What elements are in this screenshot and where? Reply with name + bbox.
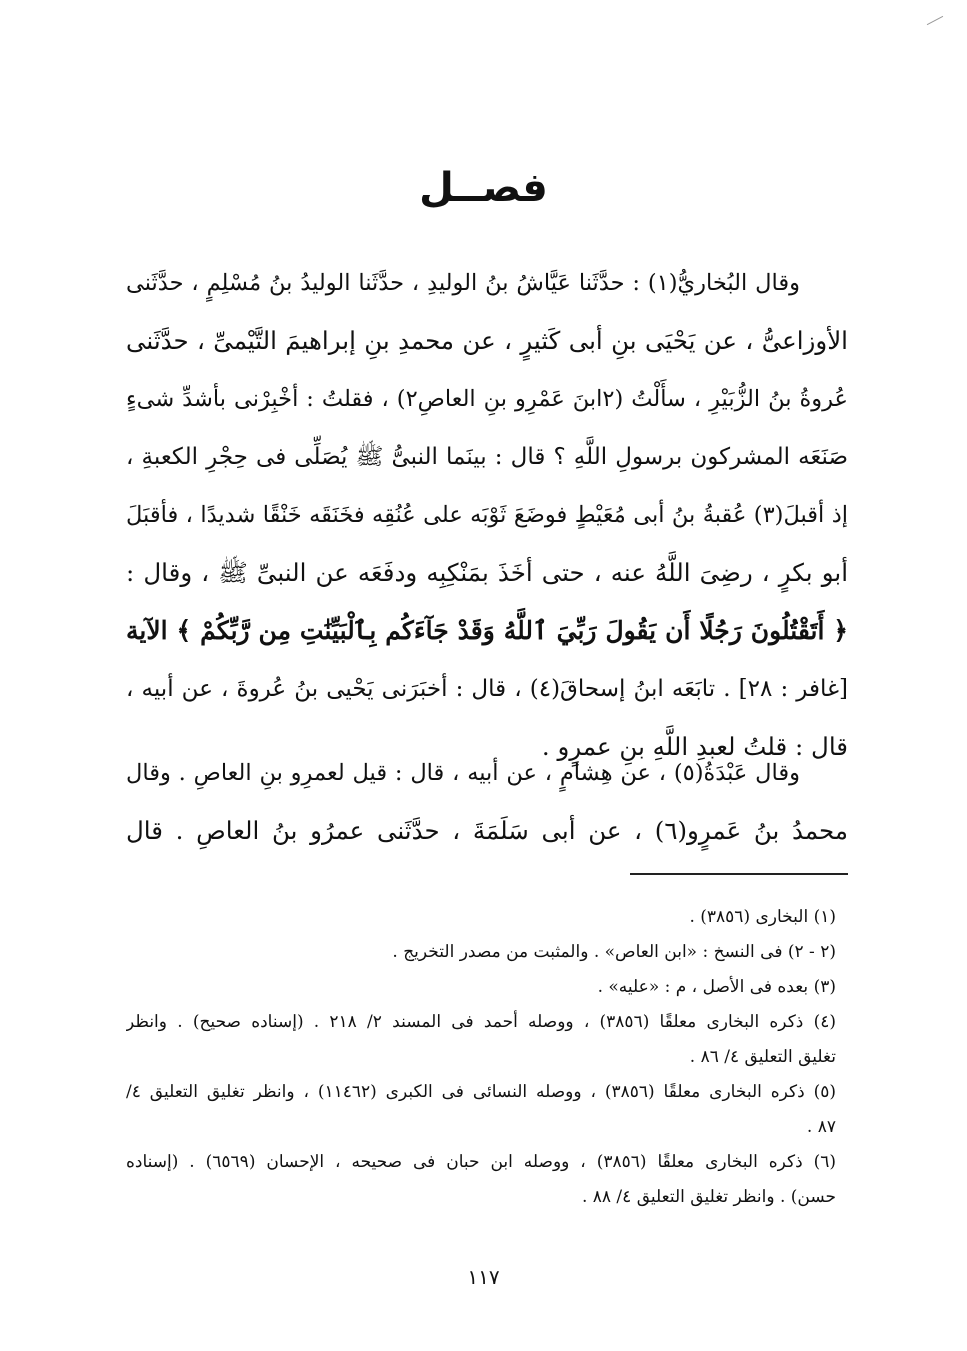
body-line: [غافر : ٢٨] . تابَعَه ابنُ إسحاقَ(٤) ، قال : أخبَرَنى يَحْيى بنُ عُروةَ ، عن أبيه ، [126, 676, 848, 702]
footnote-line: (١) البخارى (٣٨٥٦) . [689, 907, 836, 927]
footnote-1 [126, 900, 836, 935]
paragraph-2 [126, 744, 848, 860]
footnote-4 [126, 1005, 836, 1075]
footnote-5 [126, 1075, 836, 1145]
section-heading: فصــل [419, 165, 548, 211]
footnotes [126, 900, 836, 1215]
scan-mark [927, 16, 943, 25]
body-line: عُروةُ بنُ الزُّبَيْرِ ، سأَلْتُ (٢ابنَ عَمْرِو بنِ العاصِ٢) ، فقلتُ : أخْبِرْنى بأشدِّ شىءٍ [126, 386, 848, 412]
body-line: قال : قلتُ لعبدِ اللَّهِ بنِ عمرٍو . [541, 732, 848, 761]
footnote-line: (٦) ذكره البخارى معلقًا (٣٨٥٦) ، ووصله ابن حبان فى صحيحه ، الإحسان (٦٥٦٩) . (إسناده [126, 1152, 836, 1172]
footnote-3 [126, 970, 836, 1005]
footnote-line: (٢ - ٢) فى النسخ : «ابن العاص» . والمثبت من مصدر التخريج . [392, 942, 836, 962]
body-line: محمدُ بنُ عَمرٍو(٦) ، عن أبى سَلَمَةَ ، حدَّثَنى عمرُو بنُ العاصِ . قال [126, 816, 848, 845]
footnote-line: (٤) ذكره البخارى معلقًا (٣٨٥٦) ، ووصله أحمد فى المسند ٢/ ٢١٨ . (إسناده صحيح) . وانظر [126, 1012, 836, 1032]
page-number: ١١٧ [467, 1265, 500, 1289]
footnote-6 [126, 1145, 836, 1215]
body-line: وقال البُخاريُّ(١) : حدَّثَنا عَيَّاشُ بنُ الوليدِ ، حدَّثَنا الوليدُ بنُ مُسْلِمٍ ، حدَّثَنى [126, 270, 801, 296]
footnote-separator [630, 873, 848, 875]
footnote-line: حسن) . وانظر تغليق التعليق ٤/ ٨٨ . [581, 1187, 836, 1207]
body-line: إذ أقبلَ(٣) عُقبةُ بنُ أبى مُعَيْطٍ فوضَعَ ثَوْبَه على عُنُقِه فخَنَقَه خَنْقًا شديدًا ، فأقبَلَ [126, 502, 848, 528]
footnote-line: ٨٧ . [806, 1117, 836, 1137]
body-line: صَنَعَه المشركون برسولِ اللَّهِ ؟ قال : بينَما النبىُّ ﷺ يُصَلِّى فى حِجْرِ الكعبةِ ، [126, 444, 848, 470]
body-line: الأوزاعىُّ ، عن يَحْيَى بنِ أبى كَثيرٍ ، عن محمدِ بنِ إبراهيمَ التَّيْمىِّ ، حدَّثَنى [126, 326, 848, 355]
quran-verse-line: ﴿ أَتَقْتُلُونَ رَجُلًا أَن يَقُولَ رَبِّيَ ٱللَّهُ وَقَدْ جَآءَكُم بِٱلْبَيِّنَٰتِ مِن رَّبِّكُمْ ﴾ الآية [126, 616, 848, 645]
footnote-2 [126, 935, 836, 970]
footnote-line: تغليق التعليق ٤/ ٨٦ . [689, 1047, 836, 1067]
paragraph-1 [126, 254, 848, 776]
footnote-line: (٣) بعده فى الأصل ، م : «عليه» . [597, 977, 836, 997]
body-line: وقال عَبْدَةُ(٥) ، عن هِشامٍ ، عن أبيه ، قال : قيل لعمرِو بنِ العاصِ . وقال [126, 760, 800, 786]
body-line: أبو بكرٍ ، رضِىَ اللَّهُ عنه ، حتى أخَذَ بمَنْكِبِه ودفَعَه عن النبىِّ ﷺ ، وقال : [126, 558, 848, 587]
footnote-line: (٥) ذكره البخارى معلقًا (٣٨٥٦) ، ووصله النسائى فى الكبرى (١١٤٦٢) ، وانظر تغليق التعليق ٤/ [126, 1082, 836, 1102]
